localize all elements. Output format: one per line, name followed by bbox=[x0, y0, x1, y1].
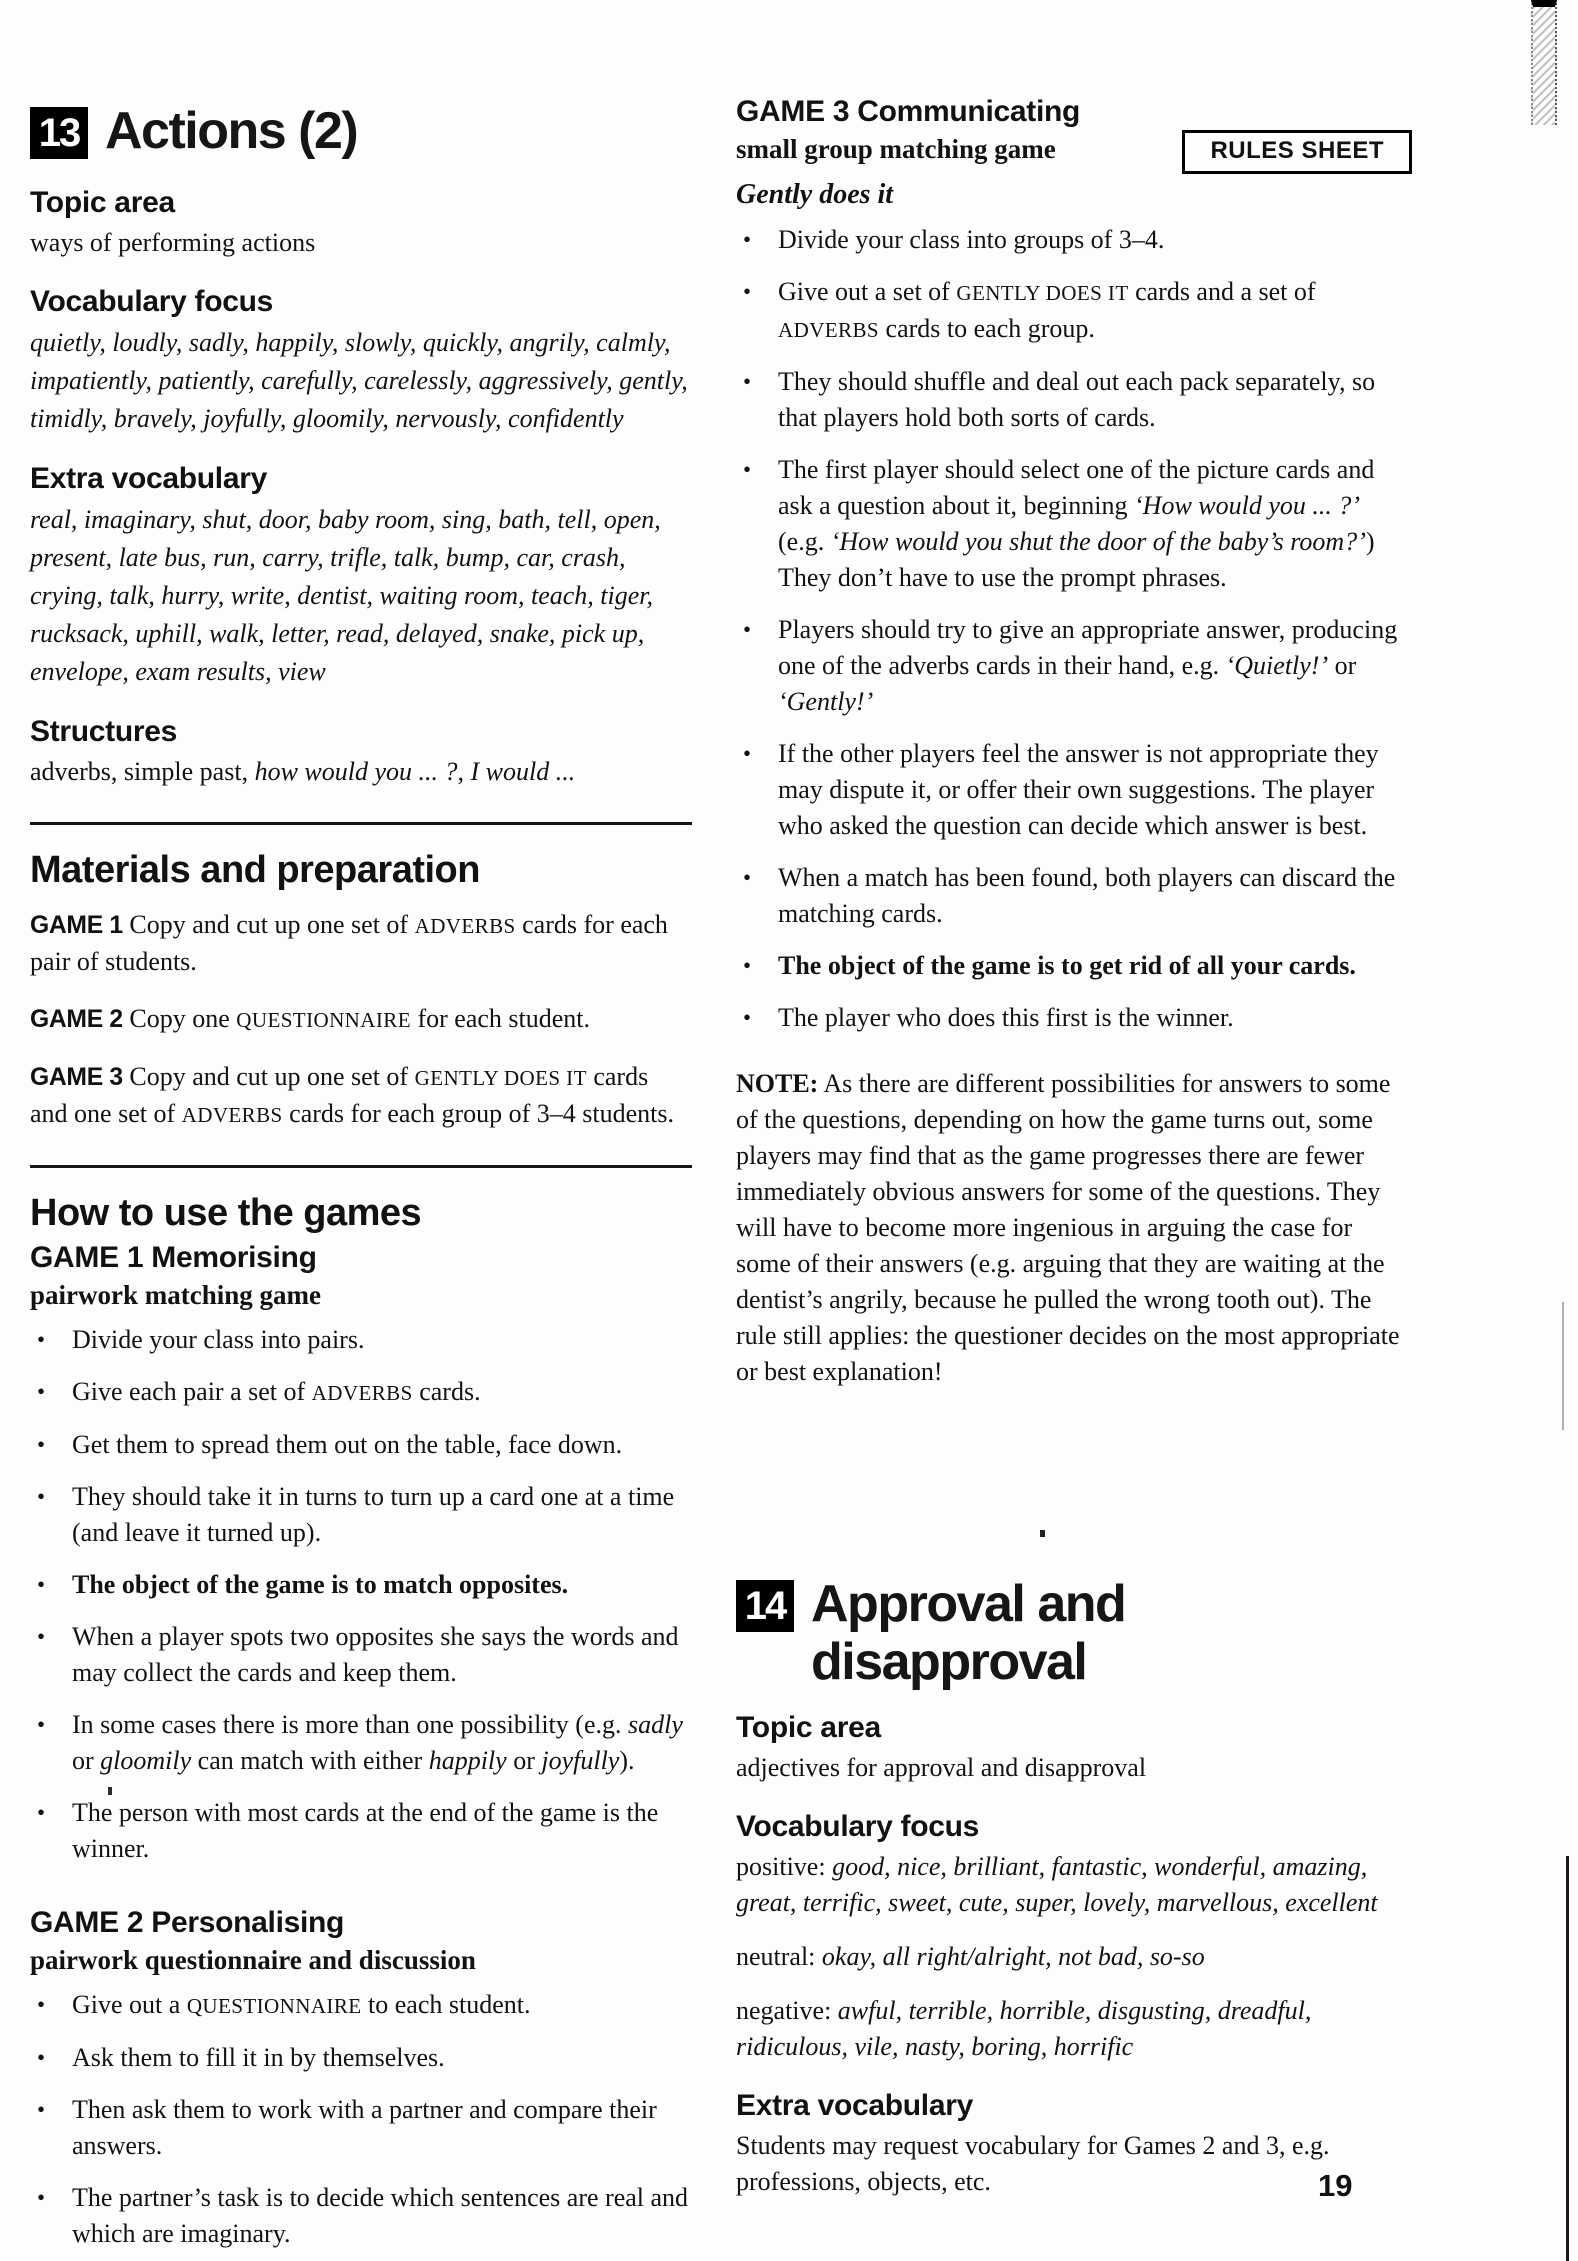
bullet-item: • The first player should select one of the picture cards and ask a question about it, beginning ‘How would you ... ?’ (e.g. ‘How would you shut the door of the baby’s room?’) They don’t have to use the prompt phrases. bbox=[736, 452, 1412, 596]
materials-heading: Materials and preparation bbox=[30, 849, 480, 891]
vocabulary-focus-heading: Vocabulary focus bbox=[736, 1810, 980, 1843]
section-divider bbox=[30, 822, 692, 825]
vocabulary-focus-text: quietly, loudly, sadly, happily, slowly, quickly, angrily, calmly, impatiently, patiently, carefully, carelessly, aggressively, gently, timidly, bravely, joyfully, gloomily, nervously, confidently bbox=[30, 328, 688, 433]
rules-sheet-badge: RULES SHEET bbox=[1182, 130, 1412, 174]
game1-bullet-list bbox=[30, 1322, 692, 1867]
bullet-item: • When a player spots two opposites she says the words and may collect the cards and keep them. bbox=[30, 1619, 692, 1691]
bullet-item: • Get them to spread them out on the table, face down. bbox=[30, 1427, 692, 1463]
structures-text: adverbs, simple past, how would you ... ?, I would ... bbox=[30, 757, 576, 786]
how-to-heading: How to use the games bbox=[30, 1192, 422, 1234]
game3-subtitle: small group matching game bbox=[736, 134, 1056, 164]
bullet-item: • Ask them to fill it in by themselves. bbox=[30, 2040, 692, 2076]
vocab-positive-text: positive: good, nice, brilliant, fantastic, wonderful, amazing, great, terrific, sweet, cute, super, lovely, marvellous, excellent bbox=[736, 1852, 1378, 1917]
game2-title: GAME 2 Personalising bbox=[30, 1906, 345, 1939]
extra-vocabulary-heading: Extra vocabulary bbox=[736, 2089, 973, 2122]
bullet-item: • Give out a set of GENTLY DOES IT cards and a set of ADVERBS cards to each group. bbox=[736, 274, 1412, 348]
game1-subtitle: pairwork matching game bbox=[30, 1280, 321, 1310]
bullet-item: • Give out a QUESTIONNAIRE to each student. bbox=[30, 1987, 692, 2024]
extra-vocabulary-text: real, imaginary, shut, door, baby room, sing, bath, tell, open, present, late bus, run, carry, trifle, talk, bump, car, crash, crying, talk, hurry, write, dentist, waiting room, teach, tiger, rucksack, uphill, walk, letter, read, delayed, snake, pick up, envelope, exam results, view bbox=[30, 505, 661, 686]
game3-tagline: Gently does it bbox=[736, 179, 894, 210]
unit-13-title: Actions (2) bbox=[105, 102, 358, 160]
extra-vocabulary-heading: Extra vocabulary bbox=[30, 462, 267, 495]
topic-area-text: ways of performing actions bbox=[30, 228, 316, 257]
vocabulary-focus-heading: Vocabulary focus bbox=[30, 285, 274, 318]
bullet-item: • When a match has been found, both players can discard the matching cards. bbox=[736, 860, 1412, 932]
bullet-item: • They should shuffle and deal out each pack separately, so that players hold both sorts of cards. bbox=[736, 364, 1412, 436]
materials-game3: GAME 3 Copy and cut up one set of GENTLY DOES IT cards and one set of ADVERBS cards for each group of 3–4 students. bbox=[30, 1062, 675, 1128]
bullet-item: • The player who does this first is the winner. bbox=[736, 1000, 1412, 1036]
game1-title: GAME 1 Memorising bbox=[30, 1241, 317, 1274]
bullet-item: • If the other players feel the answer is not appropriate they may dispute it, or offer their own suggestions. The player who asked the question can decide which answer is best. bbox=[736, 736, 1412, 844]
left-column bbox=[30, 102, 692, 2261]
bullet-item: • Players should try to give an appropriate answer, producing one of the adverbs cards in their hand, e.g. ‘Quietly!’ or ‘Gently!’ bbox=[736, 612, 1412, 720]
page-number: 19 bbox=[1318, 2168, 1353, 2203]
topic-area-heading: Topic area bbox=[30, 186, 175, 219]
section-divider bbox=[30, 1165, 692, 1168]
bullet-item: • Give each pair a set of ADVERBS cards. bbox=[30, 1374, 692, 1411]
unit-13-header bbox=[30, 102, 692, 160]
game3-bullet-list bbox=[736, 222, 1412, 1036]
right-column bbox=[736, 94, 1412, 2200]
materials-game2: GAME 2 Copy one QUESTIONNAIRE for each student. bbox=[30, 1004, 591, 1033]
bullet-item: • Divide your class into pairs. bbox=[30, 1322, 692, 1358]
game3-subtitle-row bbox=[736, 130, 1412, 176]
bullet-item: • Then ask them to work with a partner and compare their answers. bbox=[30, 2092, 692, 2164]
note-paragraph: NOTE: As there are different possibilities for answers to some of the questions, depending on how the game turns out, some players may find that as the game progresses there are fewer immediately obvious answers for some of the questions. They will have to become more ingenious in arguing the case for some of their answers (e.g. arguing that they are waiting at the dentist’s angrily, because he pulled the wrong tooth out). The rule still applies: the questioner decides on the most appropriate or best explanation! bbox=[736, 1069, 1400, 1386]
game2-subtitle: pairwork questionnaire and discussion bbox=[30, 1945, 476, 1975]
game3-title: GAME 3 Communicating bbox=[736, 95, 1081, 128]
bullet-item: • In some cases there is more than one possibility (e.g. sadly or gloomily can match with either happily or joyfully). bbox=[30, 1707, 692, 1779]
unit-13-number-badge: 13 bbox=[30, 107, 88, 159]
extra-vocabulary-text: Students may request vocabulary for Games 2 and 3, e.g. professions, objects, etc. bbox=[736, 2131, 1330, 2196]
unit-14-number-badge: 14 bbox=[736, 1580, 794, 1632]
scan-artifact-line bbox=[1566, 1856, 1569, 2261]
ink-speck bbox=[1040, 1530, 1045, 1537]
bullet-item: • The partner’s task is to decide which sentences are real and which are imaginary. bbox=[30, 2180, 692, 2252]
bullet-item: • Divide your class into groups of 3–4. bbox=[736, 222, 1412, 258]
ink-speck bbox=[108, 1787, 112, 1795]
scan-artifact-line bbox=[1562, 1302, 1564, 1430]
game2-bullet-list bbox=[30, 1987, 692, 2252]
bullet-item: • The person with most cards at the end of the game is the winner. bbox=[30, 1795, 692, 1867]
bullet-item: • The object of the game is to match opposites. bbox=[30, 1567, 692, 1603]
topic-area-text: adjectives for approval and disapproval bbox=[736, 1753, 1147, 1782]
scan-artifact-strip bbox=[1531, 0, 1557, 125]
bullet-item: • The object of the game is to get rid of all your cards. bbox=[736, 948, 1412, 984]
structures-heading: Structures bbox=[30, 715, 178, 748]
materials-game1: GAME 1 Copy and cut up one set of ADVERBS cards for each pair of students. bbox=[30, 910, 668, 976]
bullet-item: • They should take it in turns to turn up a card one at a time (and leave it turned up). bbox=[30, 1479, 692, 1551]
topic-area-heading: Topic area bbox=[736, 1711, 881, 1744]
unit-14-header bbox=[736, 1575, 1412, 1691]
vocab-negative-text: negative: awful, terrible, horrible, disgusting, dreadful, ridiculous, vile, nasty, boring, horrific bbox=[736, 1996, 1312, 2061]
vocab-neutral-text: neutral: okay, all right/alright, not bad, so-so bbox=[736, 1942, 1205, 1971]
unit-14-title: Approval and disapproval bbox=[811, 1575, 1126, 1691]
